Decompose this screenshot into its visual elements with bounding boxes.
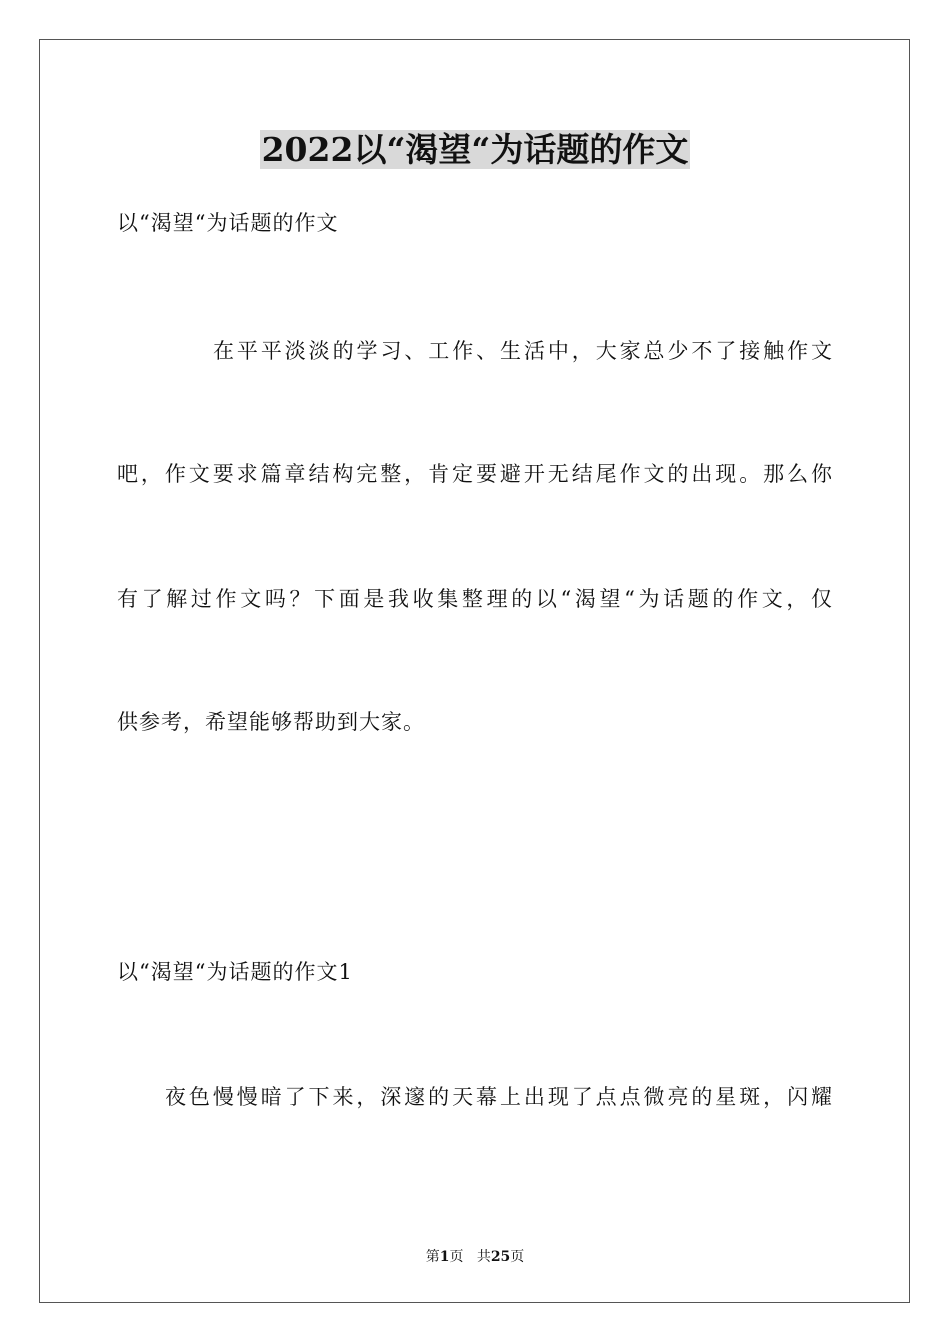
- document-subtitle: 以“渴望“为话题的作文: [117, 211, 339, 235]
- intro-line-1: 在平平淡淡的学习、工作、生活中，大家总少不了接触作文: [213, 339, 833, 363]
- footer-total-pages: 25: [490, 1249, 511, 1265]
- document-title-text: 2022以“渴望“为话题的作文: [261, 130, 689, 169]
- section-heading: 以“渴望“为话题的作文1: [117, 960, 353, 984]
- intro-line-2: 吧，作文要求篇章结构完整，肯定要避开无结尾作文的出现。那么你: [117, 462, 833, 486]
- intro-line-3: 有了解过作文吗？下面是我收集整理的以“渴望“为话题的作文，仅: [117, 587, 833, 611]
- page-footer: [0, 1247, 950, 1267]
- footer-total-suffix: 页: [510, 1249, 525, 1265]
- footer-page-prefix: 第: [425, 1249, 440, 1265]
- footer-page-number: 1: [439, 1249, 450, 1265]
- section-line-1: 夜色慢慢暗了下来，深邃的天幕上出现了点点微亮的星斑，闪耀: [165, 1085, 833, 1109]
- intro-line-4: 供参考，希望能够帮助到大家。: [117, 710, 425, 734]
- footer-page-suffix: 页: [449, 1249, 464, 1265]
- document-title: [0, 128, 950, 172]
- footer-total-prefix: 共: [476, 1249, 491, 1265]
